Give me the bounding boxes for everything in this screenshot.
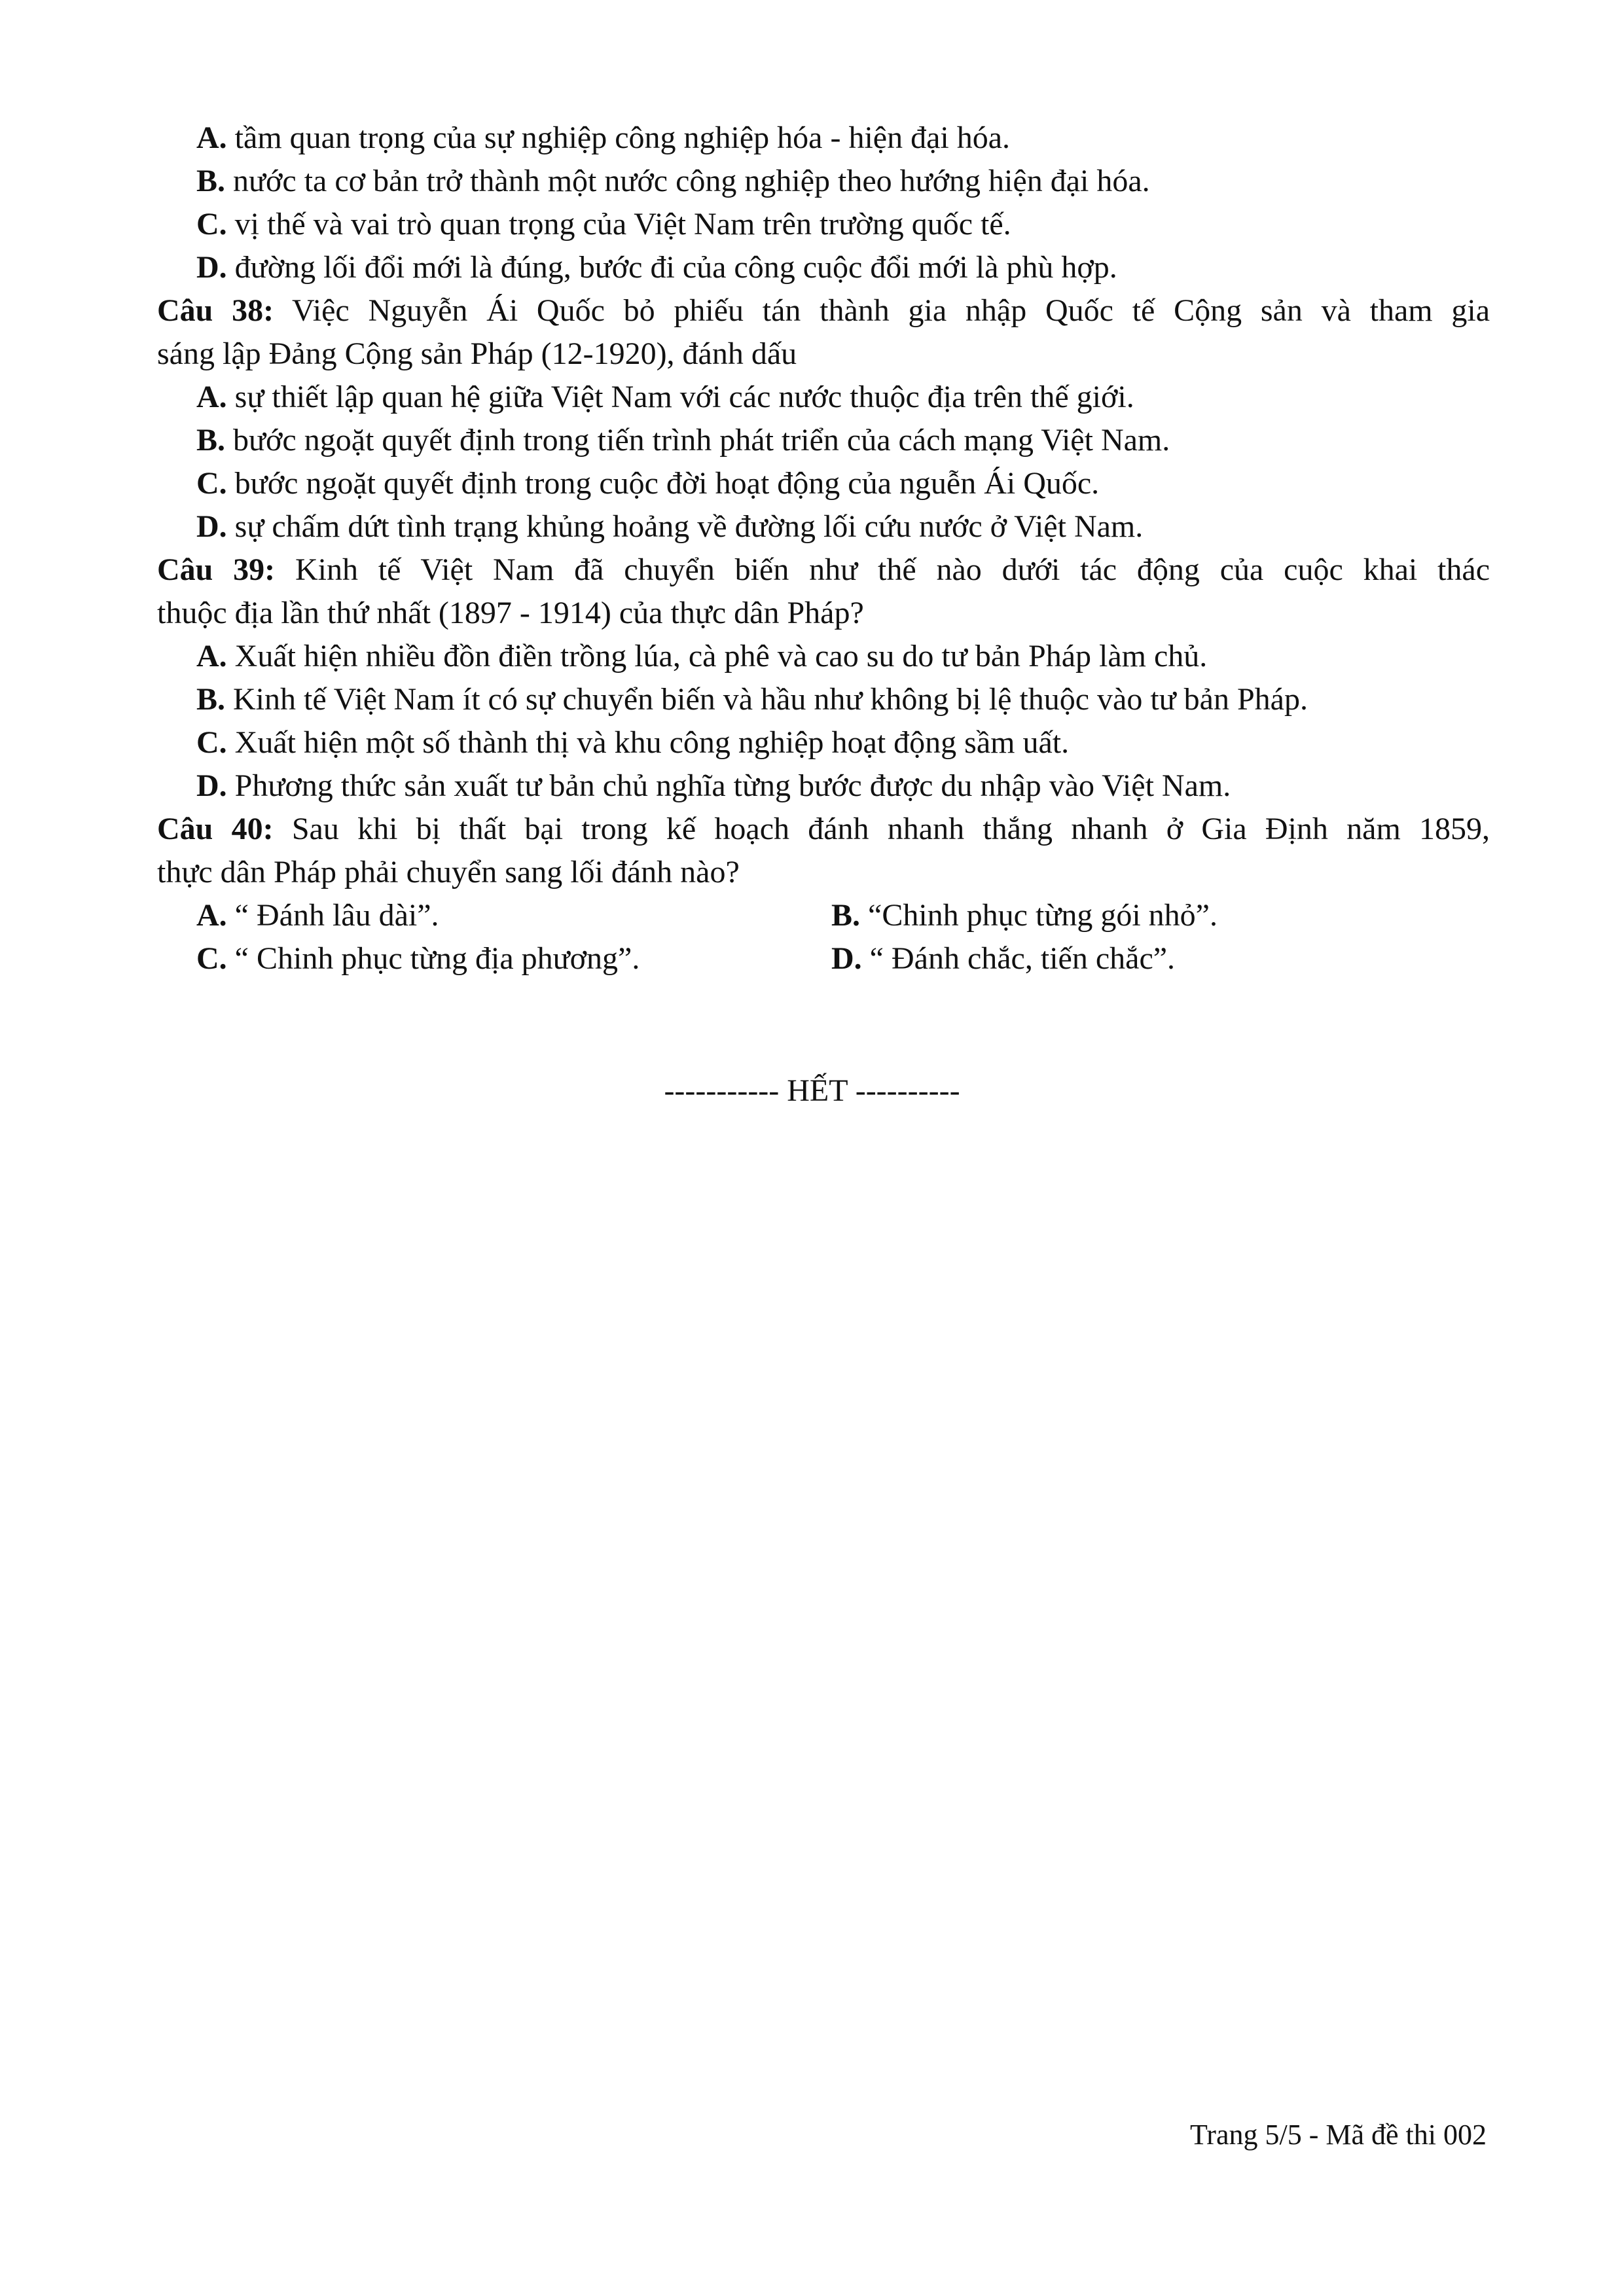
option-text: sự chấm dứt tình trạng khủng hoảng về đường lối cứu nước ở Việt Nam. [226,509,1144,544]
option-letter: B. [831,898,861,933]
option-letter: A. [196,639,227,673]
question-text: Việc Nguyễn Ái Quốc bỏ phiếu tán thành gia nhập Quốc tế Cộng sản và tham gia [274,293,1490,328]
option-text: Kinh tế Việt Nam ít có sự chuyển biến và hầu như không bị lệ thuộc vào tư bản Pháp. [225,682,1308,717]
option-letter: B. [196,423,226,457]
q38-option-a [196,376,1134,419]
option-text: bước ngoặt quyết định trong cuộc đời hoạt động của nguễn Ái Quốc. [226,466,1100,501]
q39-option-d [196,764,1231,808]
question-label: Câu 40: [157,812,274,846]
option-text: vị thế và vai trò quan trọng của Việt Nam trên trường quốc tế. [226,207,1011,242]
end-marker: ----------- HẾT ---------- [664,1073,960,1108]
option-letter: D. [196,509,227,544]
option-text: sự thiết lập quan hệ giữa Việt Nam với các nước thuộc địa trên thế giới. [226,380,1134,414]
option-text: đường lối đổi mới là đúng, bước đi của công cuộc đổi mới là phù hợp. [226,250,1117,285]
option-letter: C. [196,207,227,242]
q39-stem-line1 [157,548,1490,592]
prev-option-a [196,117,1010,160]
option-letter: D. [831,941,862,976]
prev-option-d [196,246,1117,289]
q39-option-b [196,678,1308,721]
option-text: nước ta cơ bản trở thành một nước công nghiệp theo hướng hiện đại hóa. [225,164,1150,198]
question-text: Kinh tế Việt Nam đã chuyển biến như thế nào dưới tác động của cuộc khai thác [275,552,1490,587]
option-text: Xuất hiện một số thành thị và khu công nghiệp hoạt động sầm uất. [226,725,1070,760]
option-text: “ Đánh lâu dài”. [226,898,439,933]
option-text: bước ngoặt quyết định trong tiến trình phát triển của cách mạng Việt Nam. [225,423,1170,457]
q38-option-c [196,462,1099,505]
q40-stem-line1 [157,808,1490,851]
question-label: Câu 39: [157,552,276,587]
q40-option-b [831,894,1218,937]
question-label: Câu 38: [157,293,274,328]
q38-stem-line2: sáng lập Đảng Cộng sản Pháp (12-1920), đánh dấu [157,336,797,371]
q38-stem-line1 [157,289,1490,332]
q40-option-c [196,937,640,980]
question-text: Sau khi bị thất bại trong kế hoạch đánh nhanh thắng nhanh ở Gia Định năm 1859, [273,812,1490,846]
q39-stem-line2: thuộc địa lần thứ nhất (1897 - 1914) của thực dân Pháp? [157,596,864,630]
option-letter: A. [196,898,227,933]
q40-stem-line2: thực dân Pháp phải chuyển sang lối đánh nào? [157,855,740,889]
option-text: Phương thức sản xuất tư bản chủ nghĩa từng bước được du nhập vào Việt Nam. [226,768,1231,803]
option-text: Xuất hiện nhiều đồn điền trồng lúa, cà phê và cao su do tư bản Pháp làm chủ. [226,639,1208,673]
page-footer: Trang 5/5 - Mã đề thi 002 [1189,2119,1487,2151]
option-letter: D. [196,250,227,285]
q40-option-d [831,937,1175,980]
option-letter: A. [196,120,227,155]
option-text: “ Đánh chắc, tiến chắc”. [861,941,1176,976]
prev-option-c [196,203,1011,246]
option-letter: D. [196,768,227,803]
q39-option-a [196,635,1207,678]
option-letter: B. [196,682,226,717]
option-text: “Chinh phục từng gói nhỏ”. [860,898,1218,933]
option-letter: B. [196,164,226,198]
q40-option-a [196,894,439,937]
q39-option-c [196,721,1069,764]
prev-option-b [196,160,1150,203]
option-letter: C. [196,725,227,760]
q38-option-d [196,505,1143,548]
q38-option-b [196,419,1170,462]
option-letter: A. [196,380,227,414]
option-text: tầm quan trọng của sự nghiệp công nghiệp hóa - hiện đại hóa. [226,120,1011,155]
option-letter: C. [196,941,227,976]
option-letter: C. [196,466,227,501]
option-text: “ Chinh phục từng địa phương”. [226,941,640,976]
